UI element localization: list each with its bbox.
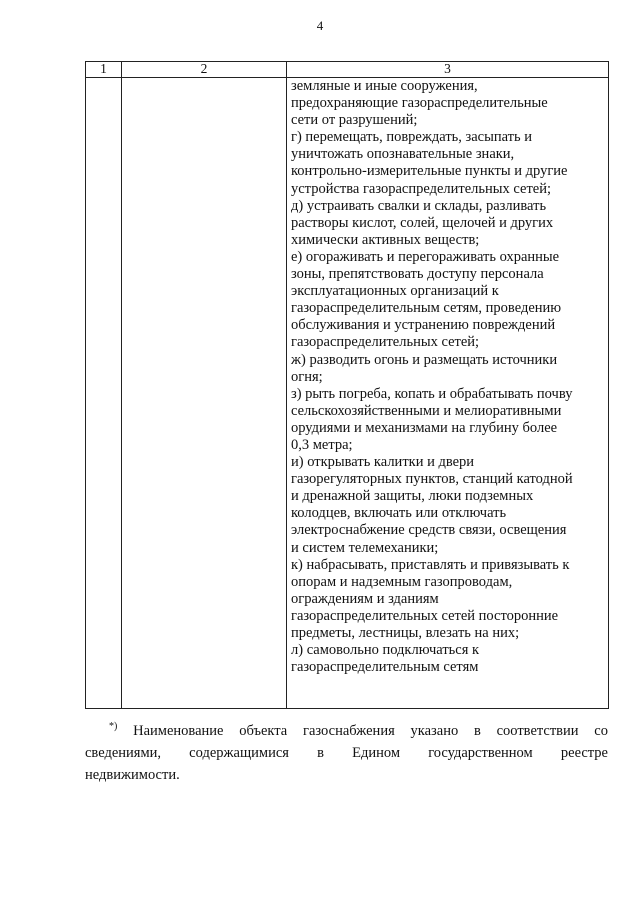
text-line: к) набрасывать, приставлять и привязывать к [291, 556, 570, 573]
text-line: устройства газораспределительных сетей; [291, 180, 552, 197]
text-line: предохраняющие газораспределительные [291, 95, 548, 112]
text-line: и систем телемеханики; [291, 539, 439, 556]
text-line: земляные и иные сооружения, [291, 78, 478, 94]
text-line: сельскохозяйственными и мелиоративными [291, 402, 562, 419]
text-line: ограждениям и зданиям [291, 590, 439, 607]
footnote-line-3: недвижимости. [85, 767, 180, 783]
text-line: з) рыть погреба, копать и обрабатывать почву [291, 385, 573, 402]
text-line: и дренажной защиты, люки подземных [291, 488, 534, 505]
text-line: 0,3 метра; [291, 436, 353, 453]
text-line: колодцев, включать или отключать [291, 505, 507, 522]
footnote-line-2: сведениями, содержащимися в Едином государственном реестре [85, 745, 608, 761]
text-line: газораспределительных сетей; [291, 334, 480, 351]
text-line: опорам и надземным газопроводам, [291, 573, 513, 590]
text-line: е) огораживать и перегораживать охранные [291, 248, 560, 265]
footnote-line-1: *) Наименование объекта газоснабжения указано в соответствии со [109, 721, 608, 739]
text-line: и) открывать калитки и двери [291, 454, 475, 471]
page-number: 4 [316, 18, 324, 33]
column-header-1: 1 [86, 62, 122, 78]
text-line: химически активных веществ; [291, 231, 480, 248]
text-line: электроснабжение средств связи, освещения [291, 522, 567, 539]
text-line: уничтожать опознавательные знаки, [291, 146, 515, 163]
text-line: эксплуатационных организаций к [291, 283, 499, 300]
text-line: растворы кислот, солей, щелочей и других [291, 214, 554, 231]
text-line: обслуживания и устранению повреждений [291, 317, 556, 334]
text-line: г) перемещать, повреждать, засыпать и [291, 129, 533, 146]
text-line: огня; [291, 368, 323, 385]
table-row [86, 78, 609, 709]
text-line: зоны, препятствовать доступу персонала [291, 266, 544, 283]
text-line: газораспределительным сетям, проведению [291, 300, 562, 317]
restrictions-table [85, 61, 609, 709]
text-line: л) самовольно подключаться к [291, 642, 480, 659]
restrictions-text [287, 78, 608, 676]
text-line: орудиями и механизмами на глубину более [291, 419, 558, 436]
table-cell-col3 [287, 78, 609, 709]
text-line: ж) разводить огонь и размещать источники [291, 351, 558, 368]
text-line: газораспределительных сетей посторонние [291, 607, 559, 624]
column-header-3: 3 [287, 62, 609, 78]
footnote-marker: *) [109, 721, 118, 733]
column-header-2: 2 [122, 62, 287, 78]
text-line: контрольно-измерительные пункты и другие [291, 163, 568, 180]
text-line: газораспределительным сетям [291, 659, 479, 676]
table-cell-col2 [122, 78, 287, 709]
table-header-row [86, 62, 609, 78]
footnote [85, 720, 608, 786]
text-line: сети от разрушений; [291, 112, 418, 129]
table-cell-col1 [86, 78, 122, 709]
text-line: предметы, лестницы, влезать на них; [291, 625, 520, 641]
text-line: д) устраивать свалки и склады, разливать [291, 197, 547, 214]
text-line: газорегуляторных пунктов, станций катодной [291, 471, 573, 488]
